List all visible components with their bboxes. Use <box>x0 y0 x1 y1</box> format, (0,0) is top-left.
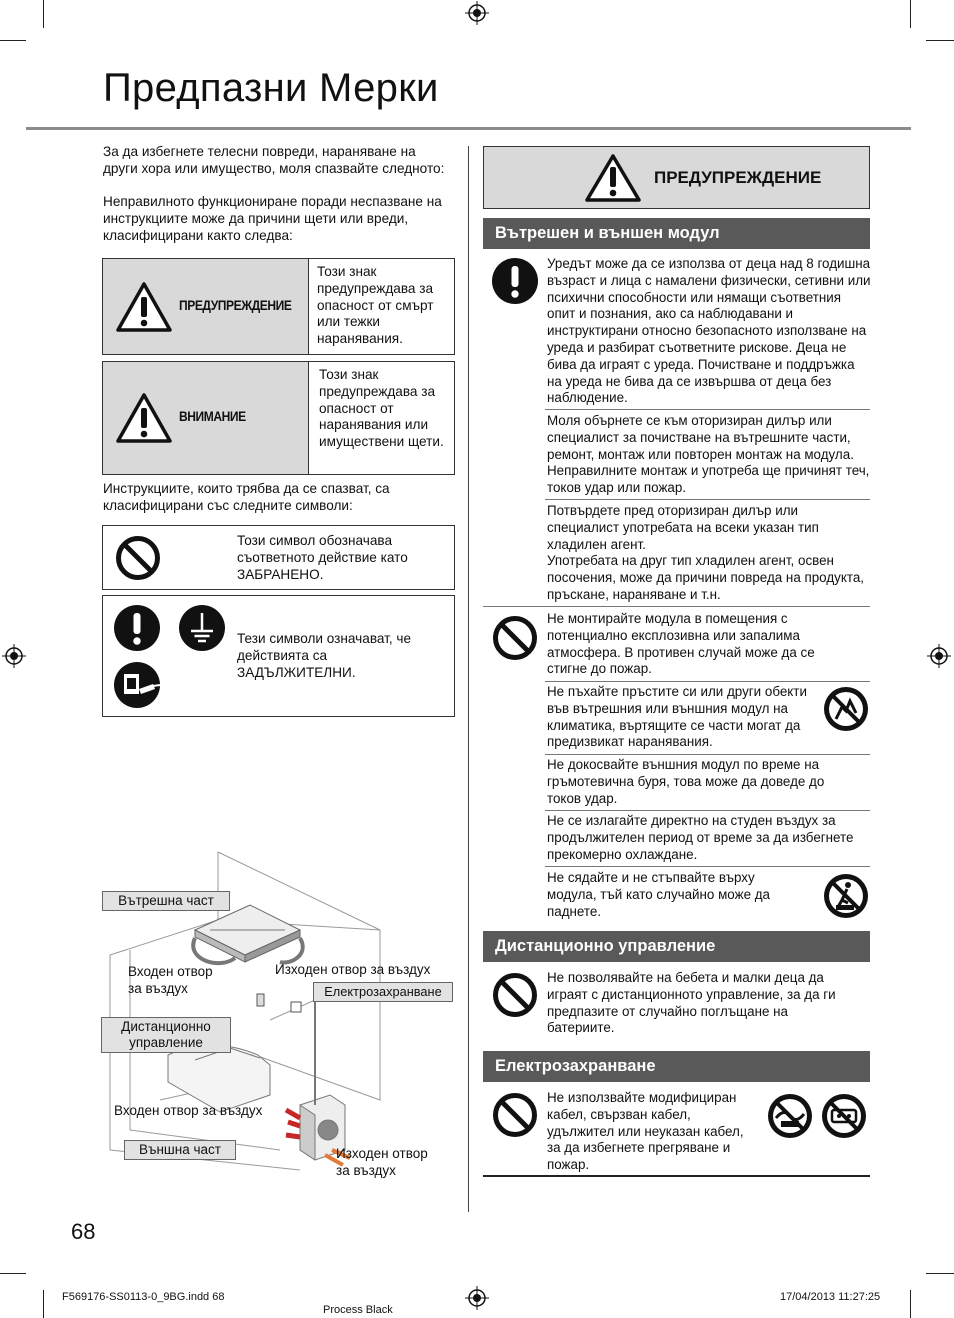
label-remote-control: Дистанционно управление <box>101 1017 231 1053</box>
warning-description: Този знак предупреждава за опасност от смърт или тежки наранявания. <box>317 264 434 347</box>
warning-label: ПРЕДУПРЕЖДЕНИЕ <box>179 297 292 313</box>
mandatory-description: Тези символи означават, че действията са ЗАДЪЛЖИТЕЛНИ. <box>237 631 412 680</box>
item-divider <box>545 810 870 811</box>
label-outlet-top: Изходен отвор за въздух <box>275 962 431 977</box>
label-outlet-bottom: Изходен отвор за въздух <box>336 1146 428 1178</box>
warning-triangle-icon <box>584 153 642 203</box>
crop-mark <box>926 1273 954 1274</box>
caution-triangle-icon <box>115 392 173 444</box>
caution-description: Този знак предупреждава за опасност от наранявания или имуществени щети. <box>319 367 444 450</box>
crop-mark <box>910 0 911 28</box>
no-fingers-icon <box>822 685 870 733</box>
safety-item-authorized-dealer: Моля обърнете се към оторизиран дилър или специалист за почистване на вътрешните части, ремонт, монтаж или повторен монтаж на модула. Неправилните монтаж и употреба ще причинят теч, токов удар или пожар. <box>547 413 870 496</box>
safety-item-cold-air: Не се излагайте директно на студен въздух за продължителен период от време за да избегнете прекомерно охлаждане. <box>547 813 854 862</box>
footer-process: Process Black <box>323 1304 393 1316</box>
intro-paragraph-1: За да избегнете телесни повреди, нараняване на други хора или имущество, моля спазвайте следното: <box>103 144 445 176</box>
safety-item-explosive-atmosphere: Не монтирайте модула в помещения с потенциално експлозивна или запалима атмосфера. В противен случай може да се стигне до пожар. <box>547 611 815 677</box>
label-indoor-unit: Вътрешна част <box>102 891 230 911</box>
item-divider <box>545 499 870 500</box>
warning-triangle-icon <box>115 281 173 333</box>
label-inlet-bottom: Входен отвор за въздух <box>114 1103 263 1118</box>
crop-mark <box>43 1290 44 1318</box>
item-divider <box>545 866 870 867</box>
warning-legend-box <box>102 258 455 355</box>
section-end-rule <box>483 1175 870 1177</box>
crop-mark <box>0 1273 26 1274</box>
section-title-remote-control: Дистанционно управление <box>483 931 870 962</box>
group-divider <box>483 606 870 607</box>
safety-item-batteries: Не позволявайте на бебета и малки деца да играят с дистанционното управление, за да ги предпазите от случайно поглъщане на батериите. <box>547 970 836 1036</box>
crop-mark <box>910 1290 911 1318</box>
crop-mark <box>43 0 44 28</box>
label-inlet-top: Входен отвор за въздух <box>128 964 213 996</box>
warning-header-label: ПРЕДУПРЕЖДЕНИЕ <box>654 168 822 187</box>
section-title-power-supply: Електрозахранване <box>483 1051 870 1082</box>
safety-item-fingers: Не пъхайте пръстите си или други обекти във вътрешния или външния модул на климатика, въртящите се части могат да предизвикат наранявания. <box>547 684 807 750</box>
no-extension-cord-icon <box>820 1092 868 1140</box>
warning-header-box <box>483 146 870 209</box>
label-power-supply: Електрозахранване <box>313 982 453 1002</box>
caution-label: ВНИМАНИЕ <box>179 408 246 424</box>
footer-date: 17/04/2013 11:27:25 <box>780 1291 881 1303</box>
column-divider <box>468 146 469 1212</box>
prohibited-icon <box>491 971 539 1019</box>
safety-item-children-use: Уредът може да се използва от деца над 8 годишна възраст и лица с намалени физически, сетивни или психични способности или нямащи съответния опит и познания, ако са наблюдавани и инструктирани относно безопасното използване на уреда и разбират съответните рискове. Деца не бива да играят с уреда. Почистване и поддръжка на уреда не бива да се извършва от деца без наблюдение. <box>547 256 871 406</box>
mandatory-symbol-box <box>102 595 455 717</box>
prohibited-description: Този символ обозначава съответното действие като ЗАБРАНЕНО. <box>237 533 408 582</box>
label-outdoor-unit: Външна част <box>124 1140 236 1160</box>
page-number: 68 <box>71 1219 96 1244</box>
prohibited-icon <box>491 1091 539 1139</box>
registration-mark-icon <box>465 1286 489 1310</box>
safety-item-modified-cable: Не използвайте модифициран кабел, свързван кабел, удължител или неуказан кабел, за да избегнете прегряване и пожар. <box>547 1090 744 1173</box>
footer-filename: F569176-SS0113-0_9BG.indd 68 <box>62 1291 225 1303</box>
safety-item-refrigerant: Потвърдете пред оторизиран дилър или специалист употребата на всеки указан тип хладилен агент. Употребата на друг тип хладилен агент, освен посочения, може да причини повреда на продукта, пръскане, нараняване и т.н. <box>547 503 865 602</box>
mandatory-exclamation-icon <box>113 604 161 652</box>
ground-connection-icon <box>178 604 226 652</box>
caution-legend-box <box>102 361 455 475</box>
registration-mark-icon <box>927 644 951 668</box>
crop-mark <box>926 40 954 41</box>
title-rule <box>26 127 911 130</box>
safety-item-thunderstorm: Не докосвайте външния модул по време на гръмотевична буря, това може да доведе до токов удар. <box>547 757 825 806</box>
registration-mark-icon <box>2 644 26 668</box>
unplug-power-icon <box>113 661 161 709</box>
item-divider <box>545 409 870 410</box>
no-stepping-icon <box>822 872 870 920</box>
safety-item-do-not-sit: Не сядайте и не стъпвайте върху модула, тъй като случайно може да паднете. <box>547 870 770 919</box>
prohibited-icon <box>491 614 539 662</box>
item-divider <box>545 681 870 682</box>
no-modified-cable-icon <box>766 1092 814 1140</box>
intro-paragraph-2: Неправилното функциониране поради неспазване на инструкциите може да причини щети или вреди, класифицирани както следва: <box>103 194 442 243</box>
registration-mark-icon <box>465 1 489 25</box>
crop-mark <box>0 40 26 41</box>
symbols-intro: Инструкциите, които трябва да се спазват, са класифицирани със следните символи: <box>103 481 390 513</box>
section-title-indoor-outdoor: Вътрешен и външен модул <box>483 218 870 249</box>
prohibited-icon <box>114 534 162 582</box>
mandatory-exclamation-icon <box>491 257 539 305</box>
item-divider <box>545 754 870 755</box>
page-title: Предпазни Мерки <box>103 66 439 110</box>
prohibited-symbol-box <box>102 525 455 590</box>
